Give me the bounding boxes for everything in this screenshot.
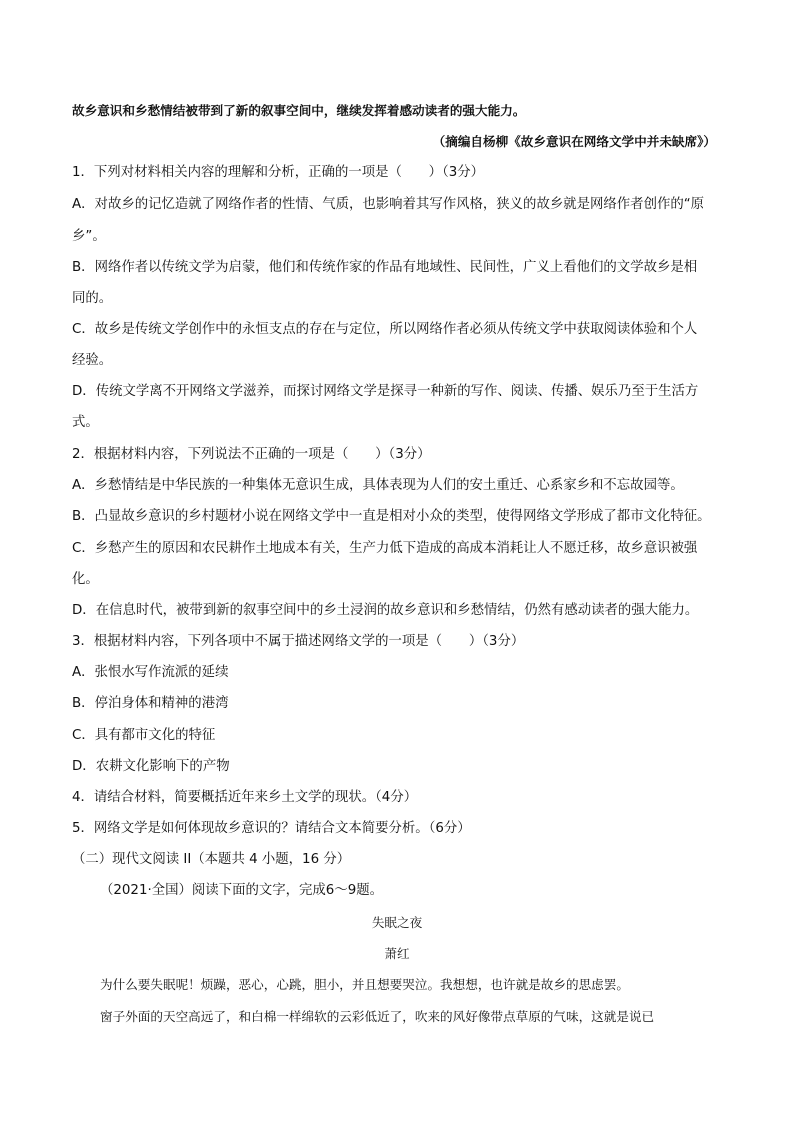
question-3-option-d: D．农耕文化影响下的产物: [72, 759, 230, 774]
question-2-option-c: C．乡愁产生的原因和农民耕作土地成本有关，生产力低下造成的高成本消耗让人不愿迁移，故乡意识被强: [72, 541, 698, 556]
question-5: 5．网络文学是如何体现故乡意识的？请结合文本简要分析。（6分）: [72, 821, 471, 836]
question-3-stem: 3．根据材料内容，下列各项中不属于描述网络文学的一项是（ ）（3分）: [72, 634, 525, 649]
question-1-option-b-cont: 同的。: [72, 291, 113, 306]
intro-closing-line: 故乡意识和乡愁情结被带到了新的叙事空间中，继续发挥着感动读者的强大能力。: [72, 103, 526, 118]
question-1-option-c-cont: 经验。: [72, 353, 113, 368]
question-1-option-d: D．传统文学离不开网络文学滋养，而探讨网络文学是探寻一种新的写作、阅读、传播、娱乐乃至于生活方: [72, 384, 699, 399]
question-2-option-d: D．在信息时代，被带到新的叙事空间中的乡土浸润的故乡意识和乡愁情结，仍然有感动读者的强大能力。: [72, 603, 699, 618]
question-2-stem: 2．根据材料内容，下列说法不正确的一项是（ ）（3分）: [72, 447, 431, 462]
section-heading: （二）现代文阅读 II（本题共 4 小题，16 分）: [72, 852, 351, 867]
question-1-option-d-cont: 式。: [72, 415, 99, 430]
question-3-option-a: A．张恨水写作流派的延续: [72, 665, 229, 680]
question-2-option-a: A．乡愁情结是中华民族的一种集体无意识生成，具体表现为人们的安土重迁、心系家乡和不忘故园等。: [72, 478, 684, 493]
question-2-option-c-cont: 化。: [72, 572, 99, 587]
question-3-option-c: C．具有都市文化的特征: [72, 728, 216, 743]
reading-instruction: （2021·全国）阅读下面的文字，完成6～9题。: [100, 883, 384, 898]
source-citation: （摘编自杨柳《故乡意识在网络文学中并未缺席》）: [432, 134, 716, 149]
question-1-option-a: A．对故乡的记忆造就了网络作者的性情、气质，也影响着其写作风格，狭义的故乡就是网络作者创作的“原: [72, 197, 705, 212]
question-2-option-b: B．凸显故乡意识的乡村题材小说在网络文学中一直是相对小众的类型，使得网络文学形成了都市文化特征。: [72, 509, 711, 524]
question-1-stem: 1．下列对材料相关内容的理解和分析，正确的一项是（ ）（3分）: [72, 165, 485, 180]
story-paragraph-1: 为什么要失眠呢！烦躁，恶心，心跳，胆小，并且想要哭泣。我想想，也许就是故乡的思虑罢。: [100, 977, 629, 992]
story-title: 失眠之夜: [371, 915, 423, 930]
story-author: 萧红: [384, 946, 410, 961]
question-4: 4．请结合材料，简要概括近年来乡土文学的现状。（4分）: [72, 790, 418, 805]
question-1-option-c: C．故乡是传统文学创作中的永恒支点的存在与定位，所以网络作者必须从传统文学中获取阅读体验和个人: [72, 322, 698, 337]
story-paragraph-2: 窗子外面的天空高远了，和白棉一样绵软的云彩低近了，吹来的风好像带点草原的气味，这就是说已: [100, 1009, 655, 1024]
question-1-option-b: B．网络作者以传统文学为启蒙，他们和传统作家的作品有地域性、民间性，广义上看他们的文学故乡是相: [72, 260, 698, 275]
question-1-option-a-cont: 乡”。: [72, 229, 106, 244]
question-3-option-b: B．停泊身体和精神的港湾: [72, 696, 229, 711]
